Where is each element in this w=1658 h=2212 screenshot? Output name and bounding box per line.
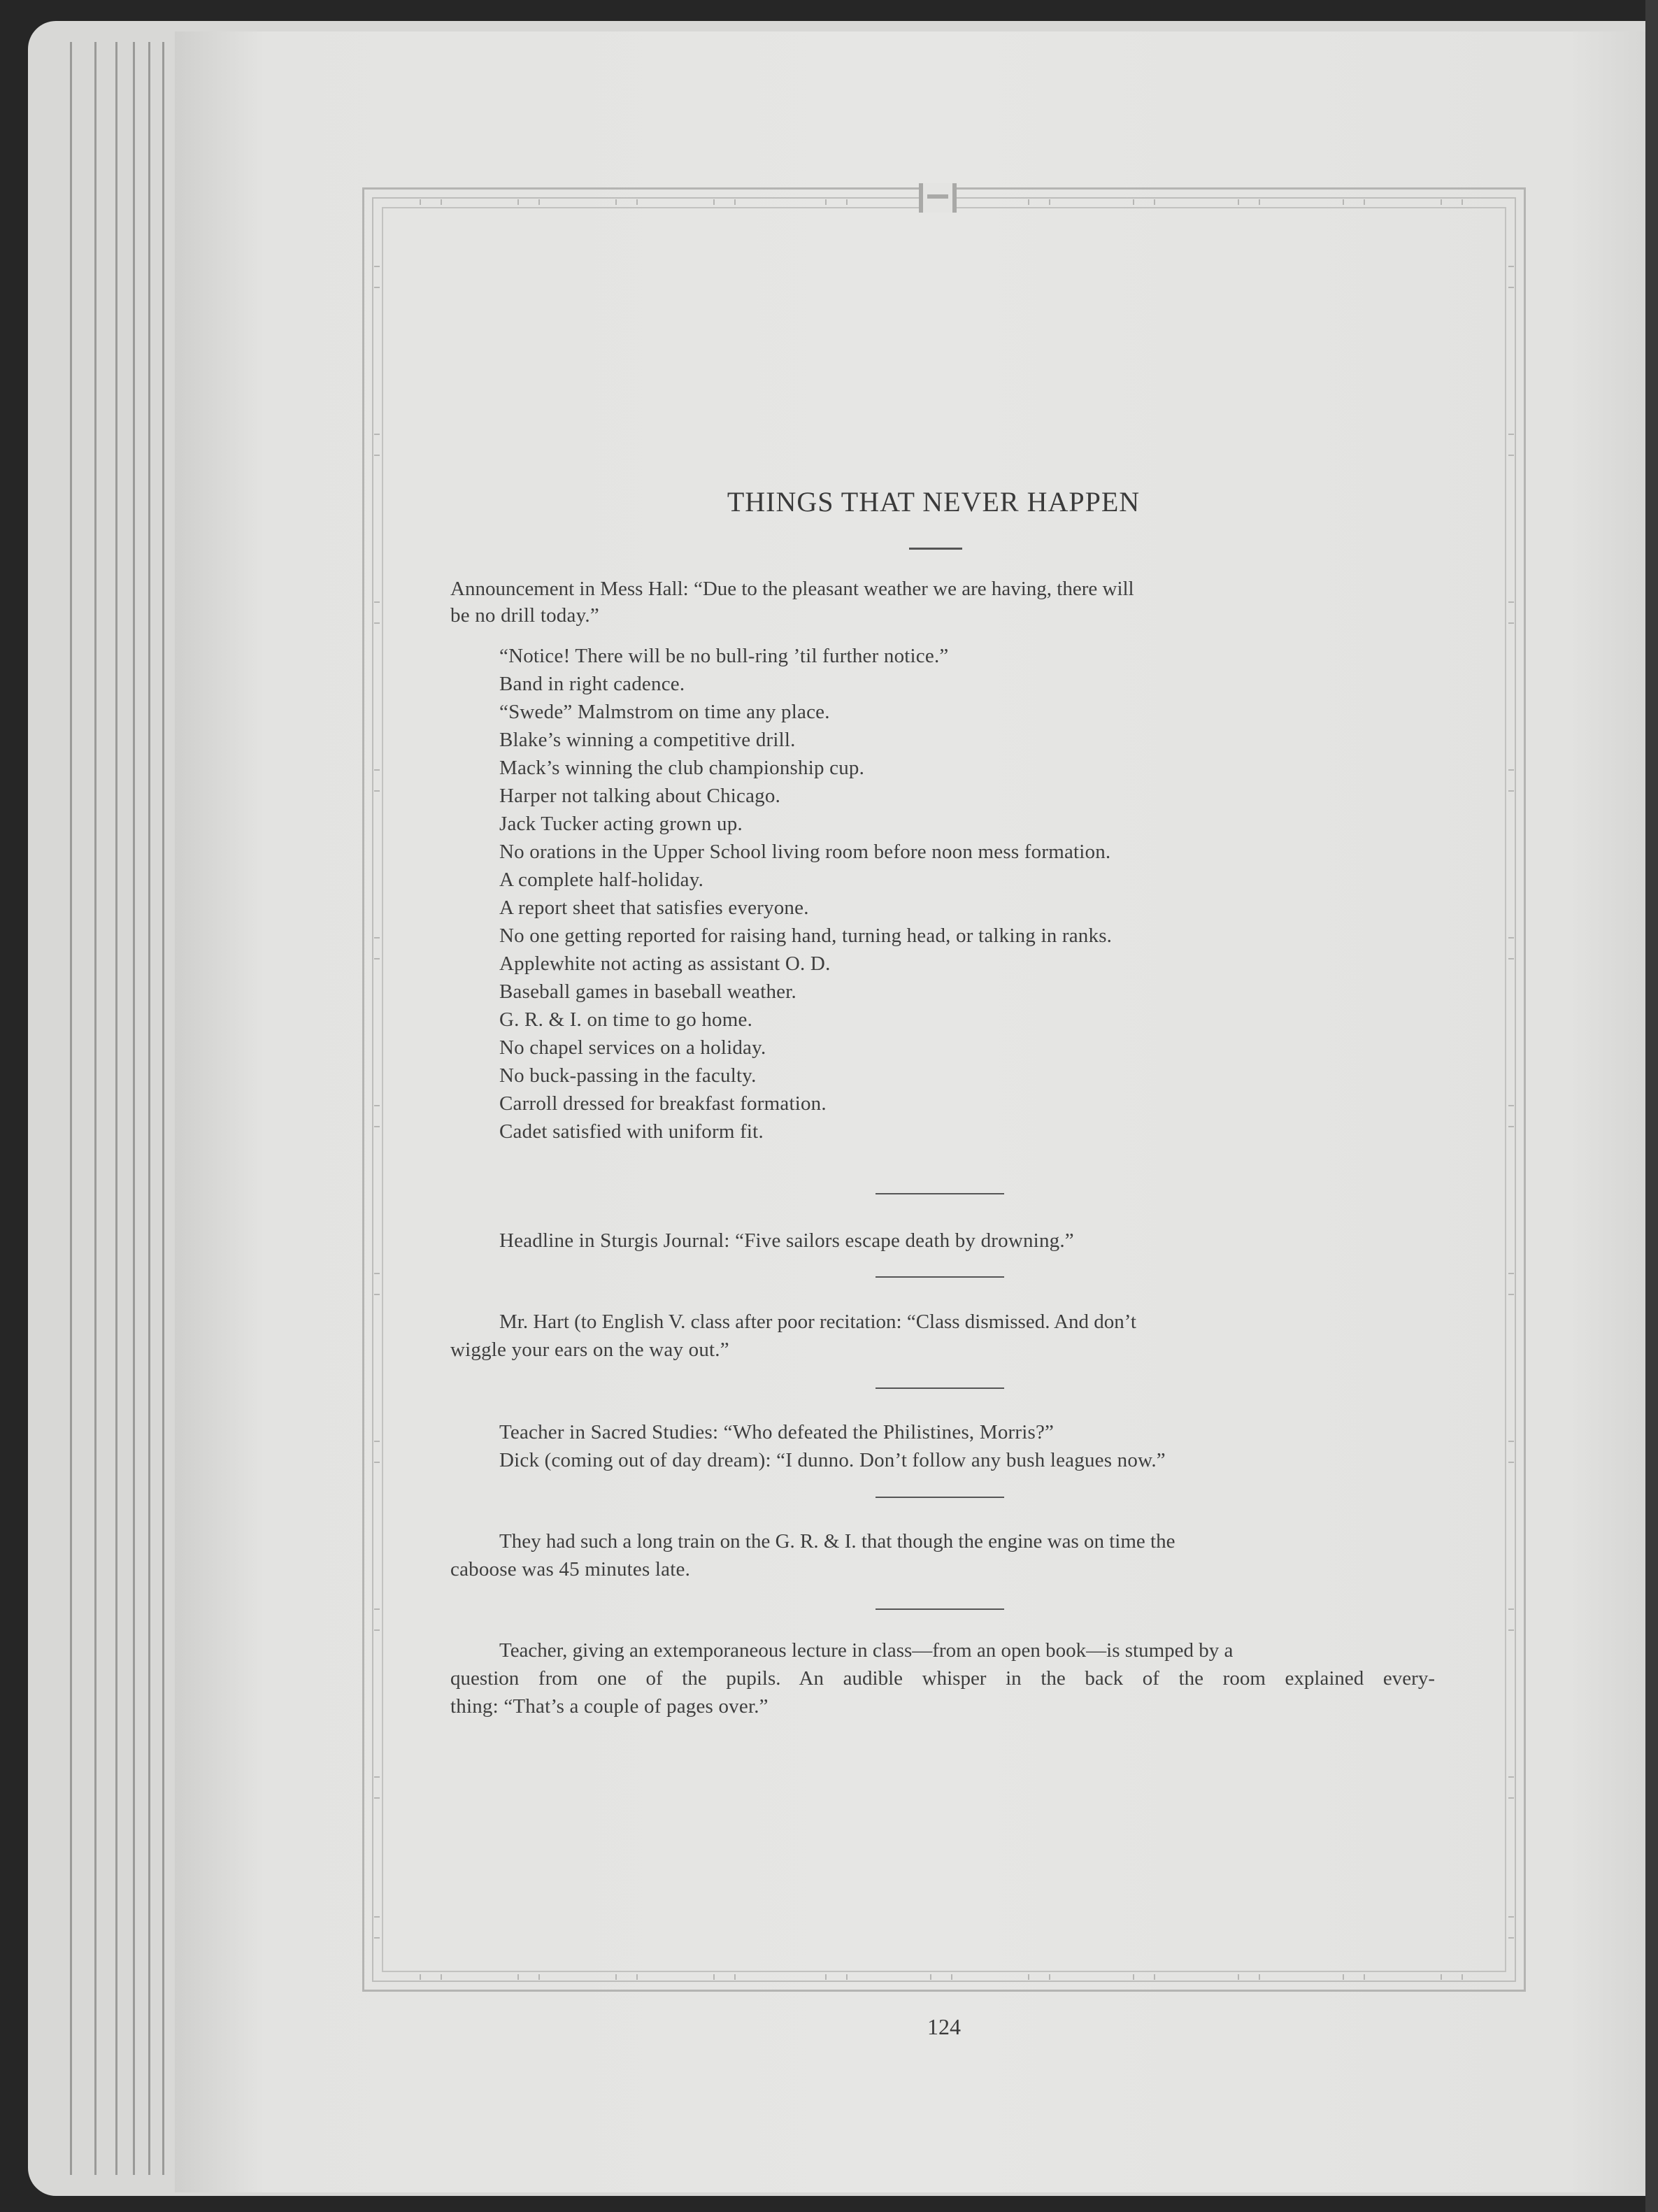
section-rule (876, 1387, 1004, 1389)
frame-ornament (1238, 199, 1260, 205)
list-item: Blake’s winning a competitive drill. (499, 729, 796, 751)
frame-ornament (1508, 1273, 1514, 1295)
frame-ornament (1508, 769, 1514, 792)
list-item: No buck-passing in the faculty. (499, 1064, 757, 1087)
list-item: Mack’s winning the club championship cup. (499, 757, 865, 779)
section-rule (876, 1193, 1004, 1194)
frame-ornament (1441, 1974, 1463, 1980)
frame-monogram (919, 183, 957, 213)
scan-border (1645, 0, 1658, 2212)
frame-ornament (615, 1974, 638, 1980)
frame-ornament (1133, 199, 1155, 205)
page-edge (148, 42, 150, 2175)
train-joke-line: They had such a long train on the G. R. & I. that though the engine was on time the (499, 1530, 1175, 1553)
list-item: No chapel services on a holiday. (499, 1036, 766, 1059)
list-item: Jack Tucker acting grown up. (499, 813, 743, 835)
frame-ornament (374, 266, 380, 288)
frame-ornament (374, 769, 380, 792)
frame-ornament (420, 199, 442, 205)
page-edge (162, 42, 164, 2175)
frame-ornament (374, 1916, 380, 1939)
frame-ornament (374, 434, 380, 456)
frame-ornament (1508, 1441, 1514, 1463)
dick-answer: Dick (coming out of day dream): “I dunno. Don’t follow any bush leagues now.” (499, 1449, 1166, 1471)
frame-ornament (1441, 199, 1463, 205)
frame-ornament (1508, 434, 1514, 456)
frame-ornament (1508, 1608, 1514, 1631)
page-edge (115, 42, 117, 2175)
intro-line: be no drill today.” (450, 604, 599, 627)
frame-ornament (517, 1974, 540, 1980)
page-edge (133, 42, 135, 2175)
list-item: A complete half-holiday. (499, 869, 704, 891)
hart-joke-line: Mr. Hart (to English V. class after poor recitation: “Class dismissed. And don’t (499, 1311, 1136, 1333)
list-item: Cadet satisfied with uniform fit. (499, 1120, 764, 1143)
list-item: “Swede” Malmstrom on time any place. (499, 701, 830, 723)
frame-ornament (374, 1608, 380, 1631)
train-joke-line: caboose was 45 minutes late. (450, 1558, 691, 1580)
section-rule (876, 1276, 1004, 1278)
list-item: Carroll dressed for breakfast formation. (499, 1092, 827, 1115)
frame-ornament (1508, 937, 1514, 959)
list-item: No one getting reported for raising hand, turning head, or talking in ranks. (499, 925, 1113, 947)
frame-ornament (374, 937, 380, 959)
list-item: G. R. & I. on time to go home. (499, 1008, 753, 1031)
frame-ornament (1508, 601, 1514, 624)
page-edge (94, 42, 97, 2175)
frame-ornament (930, 1974, 952, 1980)
frame-ornament (420, 1974, 442, 1980)
list-item: Baseball games in baseball weather. (499, 980, 796, 1003)
list-item: “Notice! There will be no bull-ring ’til further notice.” (499, 645, 949, 667)
teacher-question: Teacher in Sacred Studies: “Who defeated the Philistines, Morris?” (499, 1421, 1055, 1443)
frame-ornament (825, 1974, 848, 1980)
frame-ornament (1028, 199, 1050, 205)
list-item: Band in right cadence. (499, 673, 685, 695)
frame-ornament (1133, 1974, 1155, 1980)
headline-joke: Headline in Sturgis Journal: “Five sailors escape death by drowning.” (499, 1229, 1074, 1252)
frame-ornament (374, 1776, 380, 1799)
list-item: Harper not talking about Chicago. (499, 785, 781, 807)
frame-ornament (1343, 199, 1365, 205)
frame-ornament (374, 601, 380, 624)
frame-ornament (1238, 1974, 1260, 1980)
frame-ornament (374, 1441, 380, 1463)
frame-ornament (517, 199, 540, 205)
list-item: A report sheet that satisfies everyone. (499, 897, 809, 919)
page-title: THINGS THAT NEVER HAPPEN (727, 486, 1141, 518)
hart-joke-line: wiggle your ears on the way out.” (450, 1339, 729, 1361)
frame-ornament (1508, 266, 1514, 288)
list-item: No orations in the Upper School living room before noon mess formation. (499, 841, 1111, 863)
section-rule (876, 1608, 1004, 1610)
title-rule (909, 548, 962, 550)
section-rule (876, 1497, 1004, 1498)
page-number: 124 (927, 2014, 961, 2039)
frame-ornament (374, 1105, 380, 1127)
frame-ornament (1343, 1974, 1365, 1980)
lecture-joke-line: question from one of the pupils. An audible whisper in the back of the room explained every- (450, 1667, 1435, 1690)
page-edge (70, 42, 72, 2175)
frame-ornament (1028, 1974, 1050, 1980)
intro-line: Announcement in Mess Hall: “Due to the pleasant weather we are having, there will (450, 578, 1134, 600)
frame-ornament (615, 199, 638, 205)
frame-ornament (1508, 1776, 1514, 1799)
frame-ornament (1508, 1105, 1514, 1127)
lecture-joke-line: thing: “That’s a couple of pages over.” (450, 1695, 769, 1718)
frame-ornament (1508, 1916, 1514, 1939)
list-item: Applewhite not acting as assistant O. D. (499, 952, 831, 975)
frame-ornament (825, 199, 848, 205)
lecture-joke-line: Teacher, giving an extemporaneous lecture in class—from an open book—is stumped by a (499, 1639, 1234, 1662)
frame-ornament (713, 1974, 736, 1980)
frame-ornament (374, 1273, 380, 1295)
frame-ornament (713, 199, 736, 205)
